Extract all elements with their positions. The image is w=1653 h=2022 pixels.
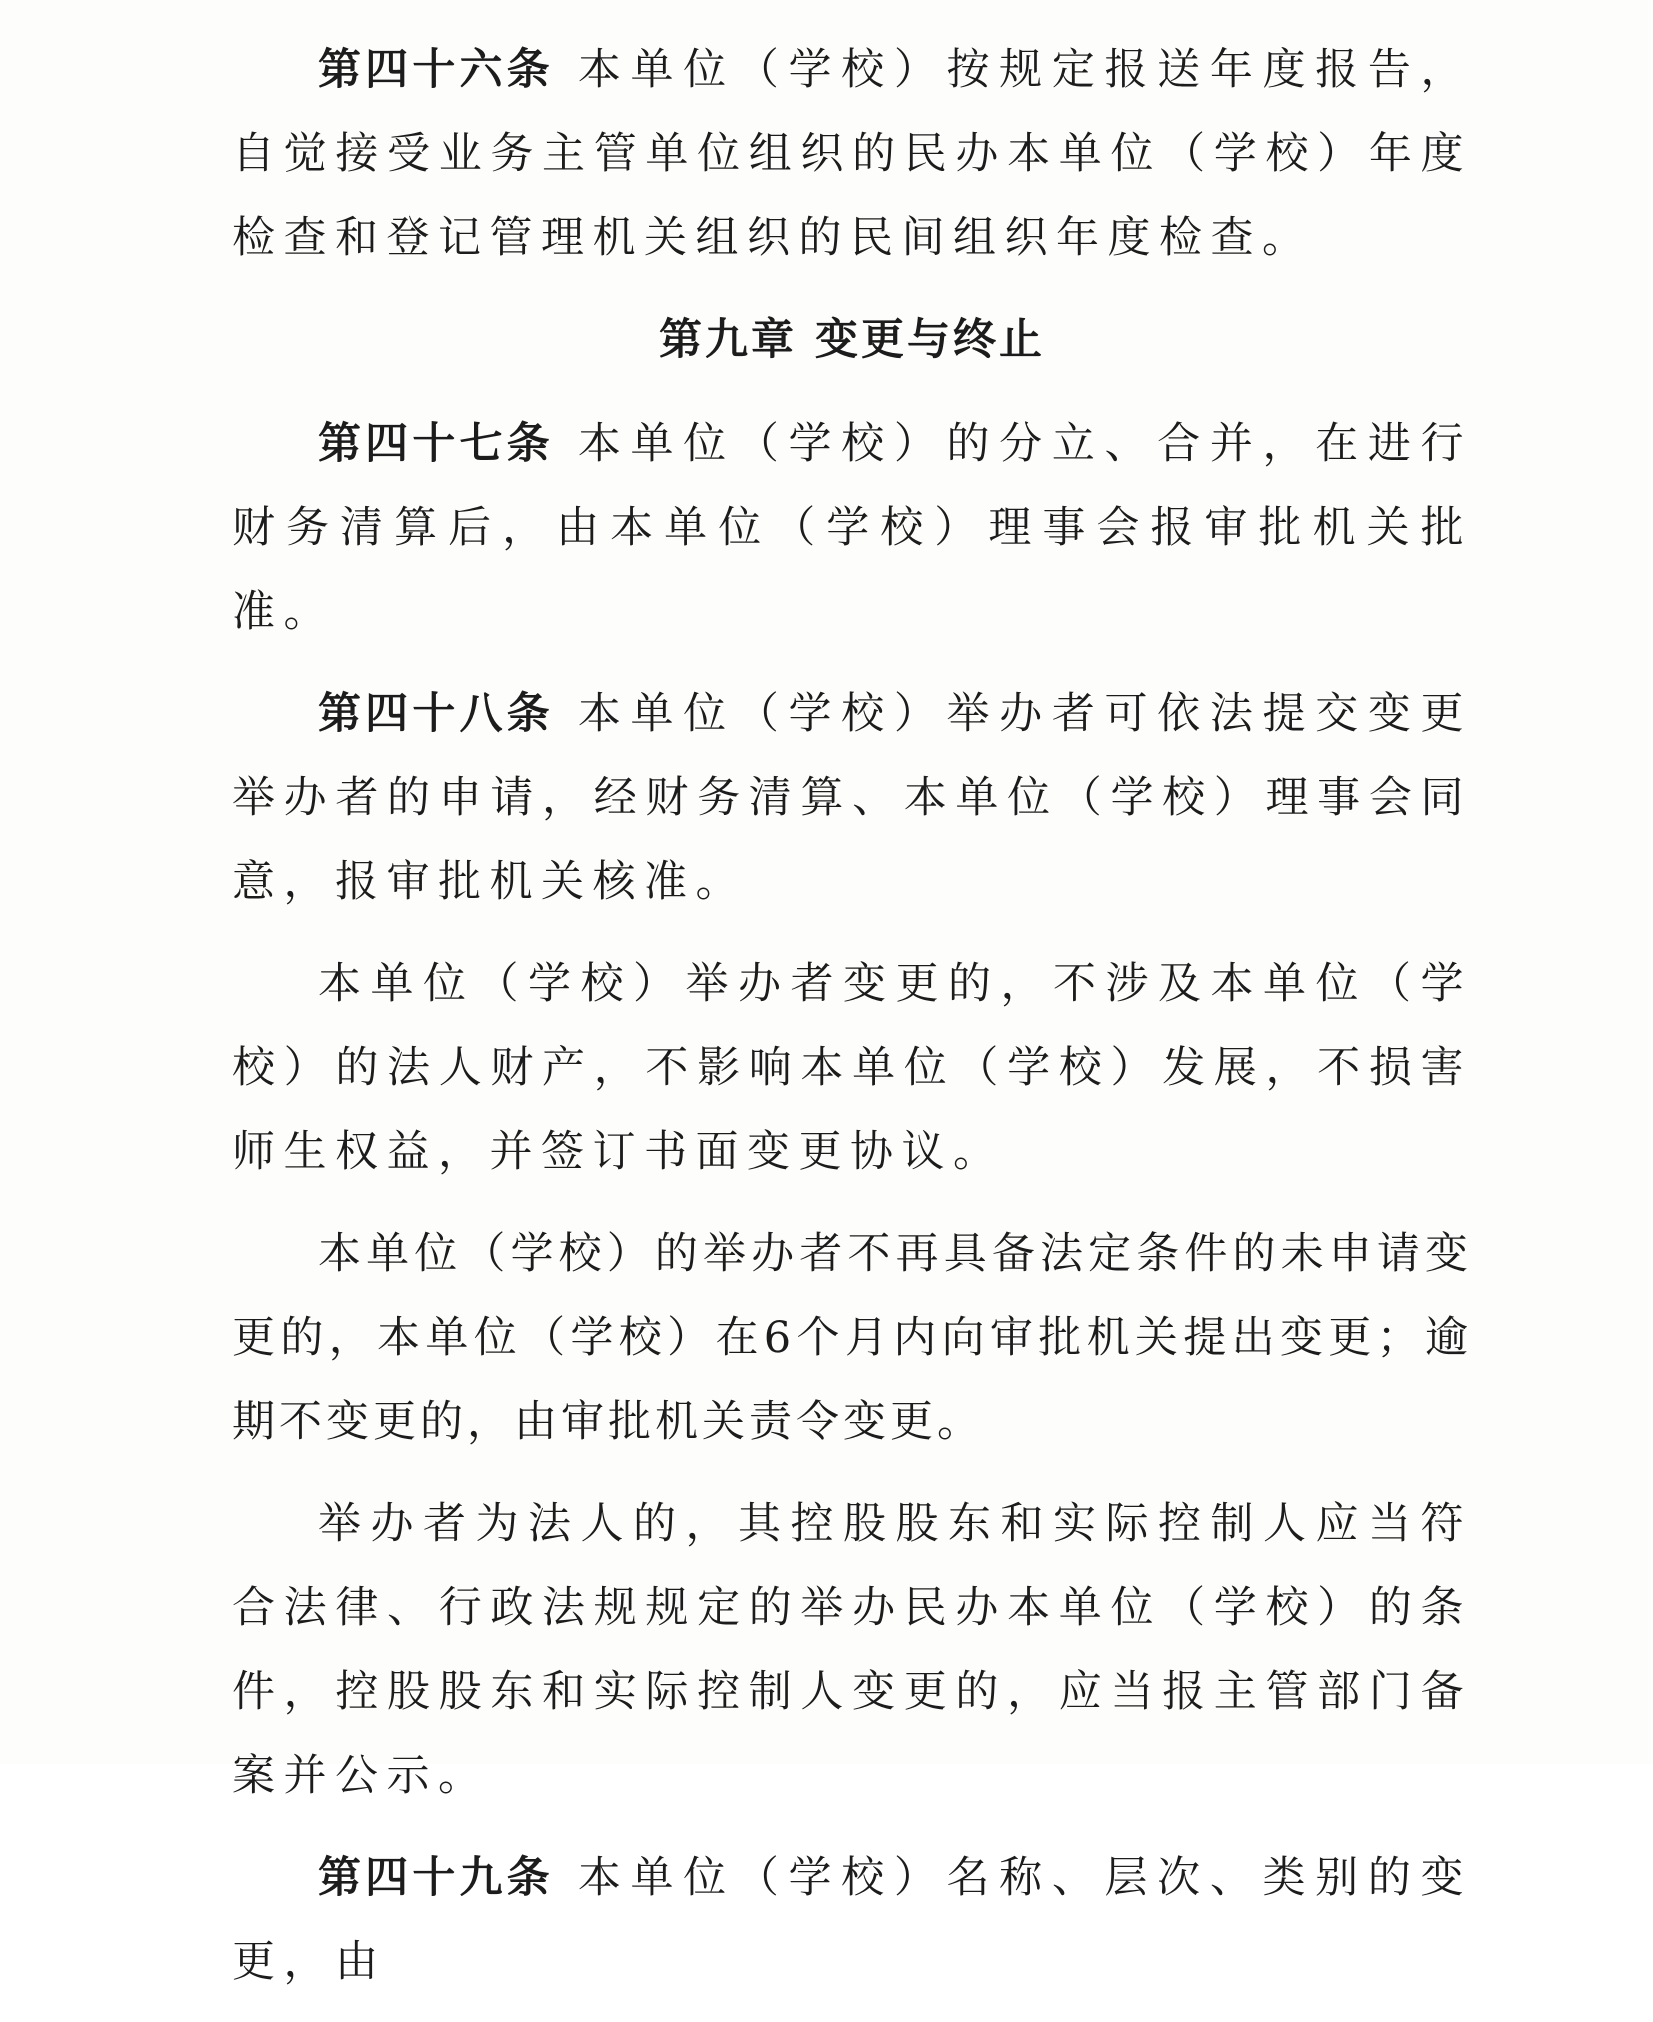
article-48: [232, 672, 1472, 924]
article-48-text: 本单位（学校）举办者可依法提交变更举办者的申请，经财务清算、本单位（学校）理事会同意，报审批机关核准。: [232, 689, 1473, 907]
article-48-number: 第四十八条: [318, 689, 554, 739]
document-body: [232, 28, 1472, 2022]
article-48-paragraph-3: 本单位（学校）的举办者不再具备法定条件的未申请变更的，本单位（学校）在6个月内向审批机关提出变更；逾期不变更的，由审批机关责令变更。: [232, 1229, 1472, 1447]
article-47-text: 本单位（学校）的分立、合并，在进行财务清算后，由本单位（学校）理事会报审批机关批准。: [232, 419, 1473, 637]
article-46-text: 本单位（学校）按规定报送年度报告，自觉接受业务主管单位组织的民办本单位（学校）年度检查和登记管理机关组织的民间组织年度检查。: [232, 45, 1473, 263]
article-48-paragraph-2: 本单位（学校）举办者变更的，不涉及本单位（学校）的法人财产，不影响本单位（学校）发展，不损害师生权益，并签订书面变更协议。: [232, 959, 1472, 1177]
article-46: [232, 28, 1472, 280]
article-49-number: 第四十九条: [318, 1853, 554, 1903]
article-49-text: 本单位（学校）名称、层次、类别的变更，由: [232, 1853, 1473, 1987]
article-47-number: 第四十七条: [318, 419, 554, 469]
article-47: [232, 402, 1472, 654]
article-46-number: 第四十六条: [318, 45, 554, 95]
chapter-9-title: 第九章 变更与终止: [659, 315, 1045, 365]
article-48-paragraph-4: 举办者为法人的，其控股股东和实际控制人应当符合法律、行政法规规定的举办民办本单位（学校）的条件，控股股东和实际控制人变更的，应当报主管部门备案并公示。: [232, 1499, 1472, 1801]
article-49: [232, 1836, 1472, 2004]
